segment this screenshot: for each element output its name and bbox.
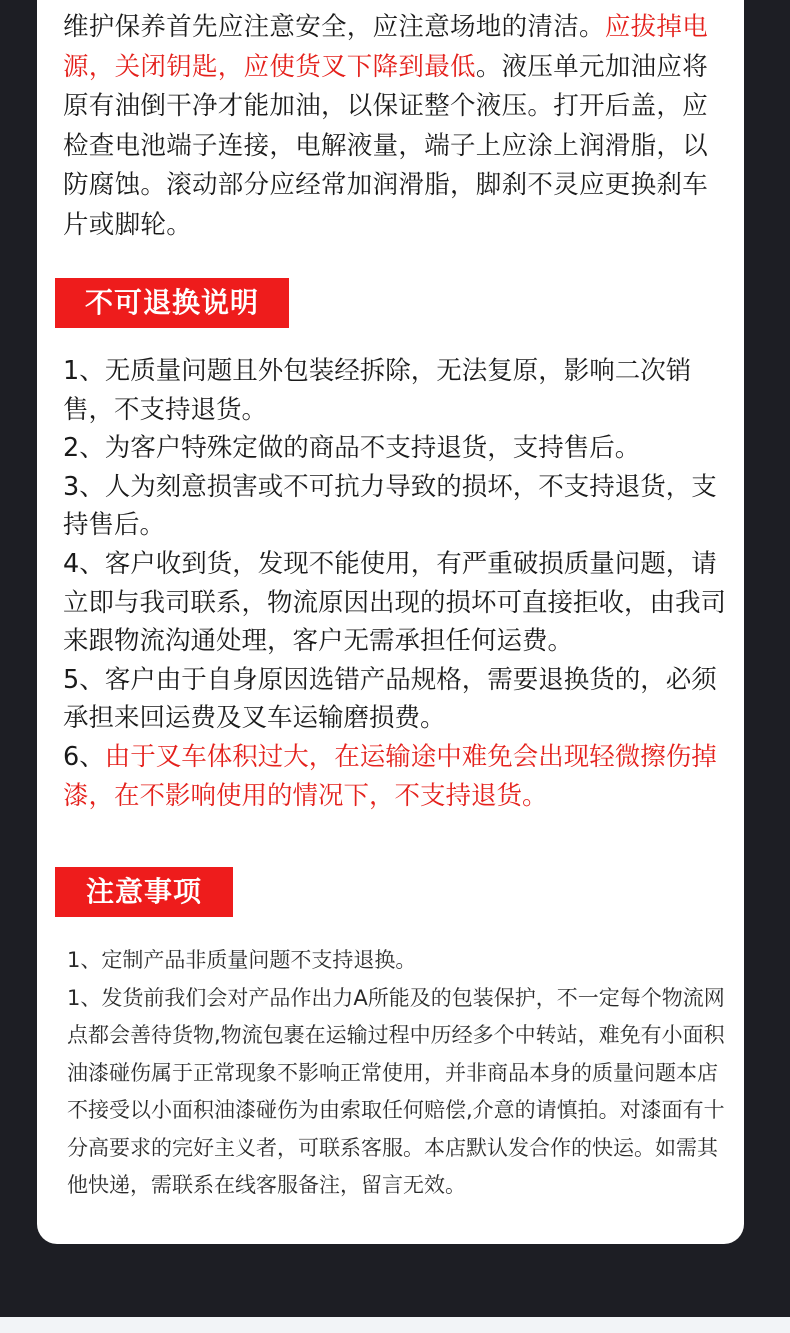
- maintenance-text-cont: 。液压单元加油应将原有油倒干净才能加油，以保证整个液压。打开后盖，应检查电池端子连接，电解液量，端子上应涂上润滑脂，以防腐蚀。滚动部分应经常加润滑脂，脚刹不灵应更换刹车片或脚轮。: [63, 51, 709, 240]
- list-item: 2、为客户特殊定做的商品不支持退货，支持售后。: [63, 433, 641, 464]
- list-item: 1、无质量问题且外包装经拆除，无法复原，影响二次销售，不支持退货。: [63, 356, 692, 425]
- bottom-strip: [0, 1317, 790, 1333]
- list-item: 1、定制产品非质量问题不支持退换。: [67, 948, 417, 972]
- maintenance-paragraph: [63, 8, 723, 245]
- no-return-list: [63, 352, 727, 815]
- list-item: 3、人为刻意损害或不可抗力导致的损坏，不支持退货，支持售后。: [63, 471, 717, 541]
- notes-list: [67, 942, 727, 1205]
- notes-heading: 注意事项: [55, 867, 233, 917]
- list-item-number: 6、: [63, 741, 105, 772]
- content-card: [37, 0, 744, 1244]
- list-item: 5、客户由于自身原因选错产品规格，需要退换货的，必须承担来回运费及叉车运输磨损费。: [63, 664, 717, 734]
- list-item-warning: [63, 738, 727, 815]
- list-item-warning-text: 由于叉车体积过大，在运输途中难免会出现轻微擦伤掉漆，在不影响使用的情况下，不支持退货。: [63, 741, 717, 811]
- list-item: 1、发货前我们会对产品作出力A所能及的包装保护，不一定每个物流网点都会善待货物,物流包裹在运输过程中历经多个中转站，难免有小面积油漆碰伤属于正常现象不影响正常使用，并非商品本身的质量问题本店不接受以小面积油漆碰伤为由索取任何赔偿,介意的请慎拍。对漆面有十分高要求的完好主义者，可联系客服。本店默认发合作的快运。如需其他快递，需联系在线客服备注，留言无效。: [67, 985, 725, 1197]
- maintenance-text: 维护保养首先应注意安全，应注意场地的清洁。: [63, 12, 605, 42]
- list-item: 4、客户收到货，发现不能使用，有严重破损质量问题，请立即与我司联系，物流原因出现的损坏可直接拒收，由我司来跟物流沟通处理，客户无需承担任何运费。: [63, 548, 727, 657]
- no-return-heading: 不可退换说明: [55, 278, 289, 328]
- maintenance-warning: 应拔掉电源，关闭钥匙，应使货叉下降到最低: [63, 12, 709, 82]
